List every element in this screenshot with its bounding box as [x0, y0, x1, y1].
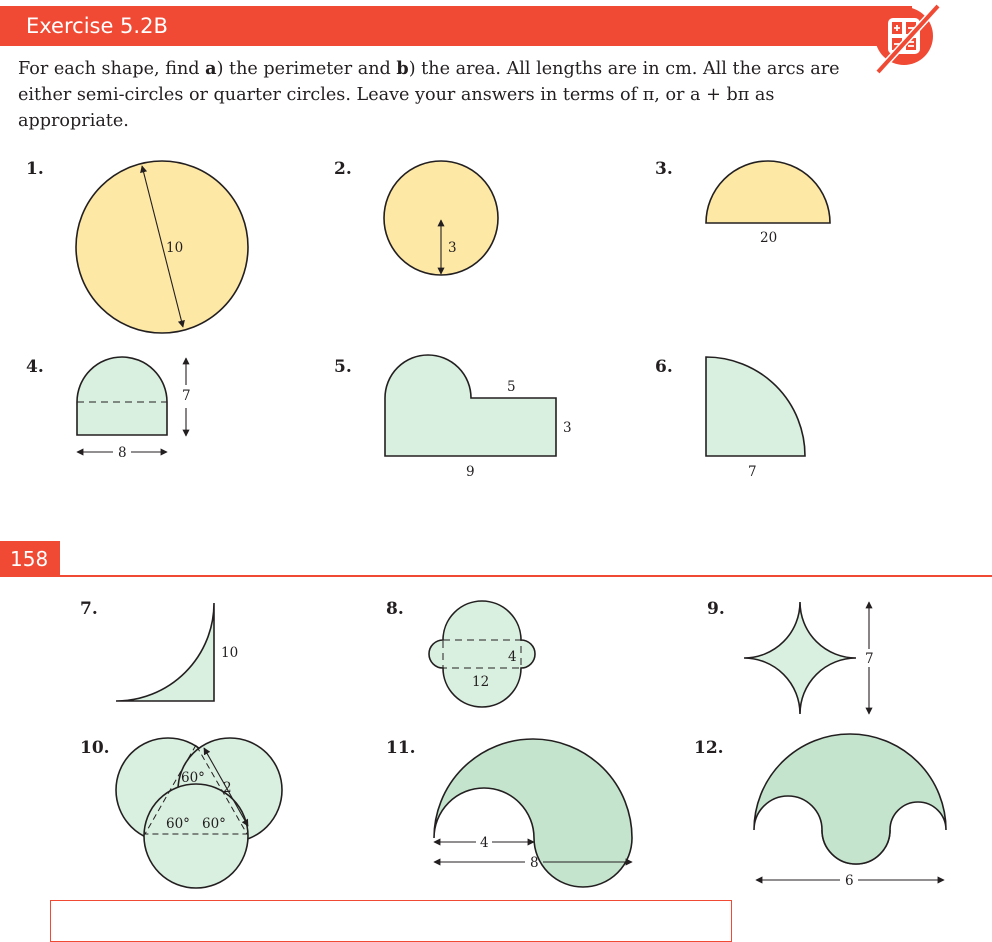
question-number: 1.	[26, 159, 44, 179]
question-number: 6.	[655, 357, 673, 377]
composite-shape	[429, 601, 535, 707]
angle-label: 60°	[181, 770, 205, 786]
circle-shape	[144, 784, 248, 888]
question-number: 4.	[26, 357, 44, 377]
question-6	[655, 357, 805, 480]
rectangle-semicircle-shape	[77, 357, 167, 435]
dimension-label: 7	[865, 651, 874, 667]
question-number: 7.	[80, 599, 98, 619]
page-divider	[0, 575, 992, 577]
dimension-label: 8	[118, 445, 127, 461]
question-4	[26, 357, 191, 461]
circle-shape	[76, 161, 248, 333]
question-7	[80, 599, 238, 701]
semicircle-shape	[706, 161, 830, 223]
dimension-label: 8	[530, 855, 539, 871]
question-9	[707, 599, 874, 714]
question-11	[386, 738, 632, 887]
question-2	[334, 159, 498, 275]
star-shape	[744, 602, 856, 714]
instructions-text: For each shape, find a) the perimeter and b) the area. All lengths are in cm. All the arcs are either semi-circles or quarter circles. Leave your answers in terms of π, or a + bπ as appropriate.	[18, 58, 840, 131]
question-12	[694, 734, 946, 889]
angle-label: 60°	[202, 816, 226, 832]
question-number: 11.	[386, 738, 416, 758]
dimension-label: 3	[563, 420, 572, 436]
question-number: 9.	[707, 599, 725, 619]
dimension-label: 6	[845, 873, 854, 889]
question-number: 12.	[694, 738, 724, 758]
dimension-label: 4	[480, 835, 489, 851]
dimension-label: 7	[748, 464, 757, 480]
question-1	[26, 159, 248, 333]
dimension-label: 9	[466, 464, 475, 480]
question-number: 8.	[386, 599, 404, 619]
question-5	[334, 355, 572, 480]
dimension-label: 20	[760, 230, 778, 246]
page-number: 158	[10, 547, 49, 571]
question-number: 5.	[334, 357, 352, 377]
question-10	[80, 738, 282, 888]
angle-label: 60°	[166, 816, 190, 832]
lower-semicircle	[822, 830, 890, 864]
dimension-label: 5	[507, 379, 516, 395]
arc-triangle-shape	[116, 603, 214, 701]
exercise-title: Exercise 5.2B	[26, 14, 168, 38]
question-8	[386, 599, 535, 707]
dimension-label: 4	[508, 649, 517, 665]
dimension-label: 7	[182, 388, 191, 404]
dimension-label: 3	[448, 240, 457, 256]
dimension-label: 10	[221, 645, 239, 661]
composite-shape	[385, 355, 556, 456]
bottom-box	[50, 900, 732, 942]
question-number: 10.	[80, 738, 110, 758]
question-number: 2.	[334, 159, 352, 179]
question-number: 3.	[655, 159, 673, 179]
question-3	[655, 159, 830, 246]
dimension-label: 2	[223, 780, 232, 796]
dimension-label: 10	[166, 240, 184, 256]
quarter-circle-shape	[706, 357, 805, 456]
dimension-label: 12	[472, 674, 490, 690]
